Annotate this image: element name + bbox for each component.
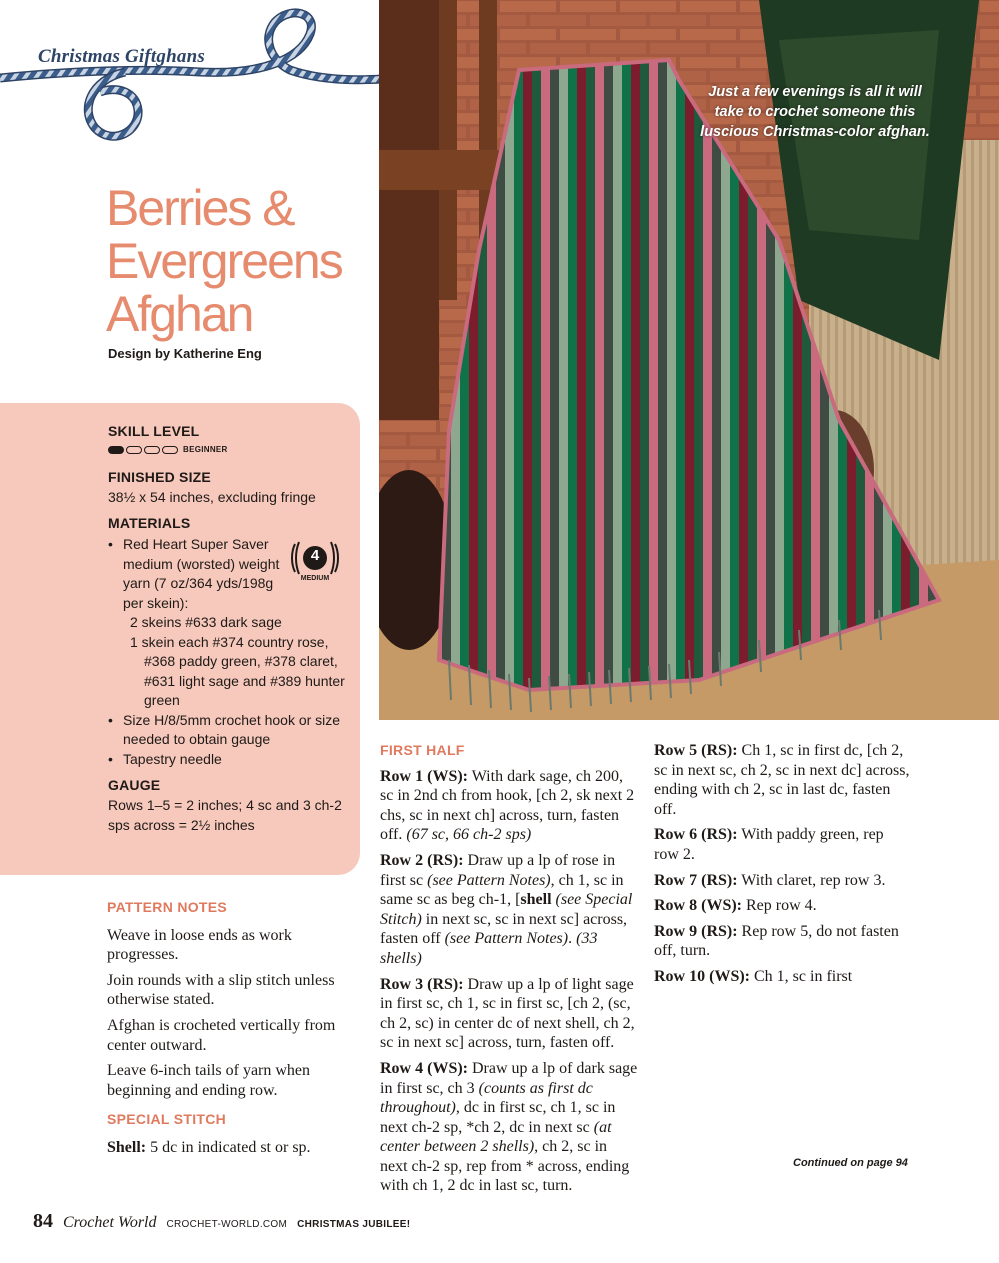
row-7-label: Row 7 (RS): [654,871,738,889]
row-10-label: Row 10 (WS): [654,967,750,985]
shell-term: Shell: [107,1138,147,1156]
finished-size-text: 38½ x 54 inches, excluding fringe [108,489,316,505]
row-4 [380,1059,638,1196]
pattern-note-4: Leave 6-inch tails of yarn when beginning and ending row. [107,1062,311,1099]
pattern-note-3: Afghan is crocheted vertically from center outward. [107,1016,336,1054]
materials-hook: • Size H/8/5mm crochet hook or size needed to obtain gauge [108,711,353,750]
yarn-weight-number: 4 [310,547,320,564]
row-9-label: Row 9 (RS): [654,922,738,940]
designer-credit: Design by Katherine Eng [108,346,262,361]
row-6-label: Row 6 (RS): [654,826,738,844]
row-9-text: Rep row 5, do not fasten off, turn. [654,922,899,960]
skill-level-label: BEGINNER [183,445,228,454]
skill-level-meter [108,445,228,454]
row-7 [654,871,910,891]
row-2 [380,851,638,969]
skill-level-heading: SKILL LEVEL [108,423,200,439]
title-line-1: Berries & [106,180,294,236]
row-2-text-f: (see Special Stitch) [380,891,633,928]
row-2-text-g: in next sc, sc in next sc] across, fasten off [380,910,628,948]
materials-heading: MATERIALS [108,515,191,531]
row-4-label: Row 4 (WS): [380,1059,468,1077]
yarn-weight-label: MEDIUM [300,575,330,582]
continued-link[interactable]: Continued on page 94 [793,1157,908,1169]
skill-box-3 [144,446,160,454]
row-8-label: Row 8 (WS): [654,897,742,915]
row-2-text-d: shell [520,891,552,909]
materials-yarn: • Red Heart Super Saver medium (worsted) weight yarn (7 oz/364 yds/198g per skein): [108,535,353,613]
row-2-text-h: (see Pattern Notes) [444,930,569,948]
row-1-label: Row 1 (WS): [380,767,468,785]
row-7-text: With claret, rep row 3. [737,871,886,889]
row-6 [654,825,910,864]
special-stitch-heading: SPECIAL STITCH [107,1111,227,1128]
skill-box-1 [108,446,124,454]
afghan-photo [379,0,999,720]
skill-box-4 [162,446,178,454]
gauge-heading: GAUGE [108,777,161,793]
skill-box-2 [126,446,142,454]
row-6-text: With paddy green, rep row 2. [654,826,884,863]
gauge-text: Rows 1–5 = 2 inches; 4 sc and 3 ch-2 sps across = 2½ inches [108,797,342,833]
row-2-text-c: , ch 1, sc in same sc as beg ch-1, [ [380,871,624,909]
shell-definition: 5 dc in indicated st or sp. [146,1138,311,1156]
row-5 [654,741,910,819]
materials-yarn-dark-sage: 2 skeins #633 dark sage [130,614,282,630]
row-5-label: Row 5 (RS): [654,742,738,759]
materials-yarn-others: 1 skein each #374 country rose, #368 paddy green, #378 claret, #631 light sage and #389 hunter green [130,633,345,708]
row-1-text: With dark sage, ch 200, sc in 2nd ch from hook, [ch 2, sk next 2 chs, sc in next ch] across, turn, fasten off. [380,767,635,844]
instructions-column-1 [380,741,638,1202]
materials-needle: • Tapestry needle [108,750,353,770]
row-3-label: Row 3 (RS): [380,975,464,993]
row-4-text-a: Draw up a lp of dark sage in first sc, ch 3 [380,1059,638,1097]
photo-caption: Just a few evenings is all it will take to crochet someone this luscious Christmas-color afghan. [700,84,930,140]
row-1-note: (67 sc, 66 ch-2 sps) [406,826,532,844]
pattern-note-2: Join rounds with a slip stitch unless otherwise stated. [107,971,335,1009]
row-2-text-i: . [568,930,577,948]
row-2-text-a: Draw up a lp of rose in first sc [380,851,616,889]
pattern-note-1: Weave in loose ends as work progresses. [107,926,292,964]
row-2-label: Row 2 (RS): [380,851,464,869]
row-4-text-b: (counts as first dc throughout) [380,1079,593,1117]
row-10-text: Ch 1, sc in first [750,967,853,985]
magazine-name: Crochet World [63,1214,157,1231]
row-9 [654,922,910,961]
finished-size-heading: FINISHED SIZE [108,469,211,485]
page-footer [33,1210,410,1233]
row-10 [654,967,910,987]
section-heading: Christmas Giftghans [38,46,205,67]
row-2-text-j: (33 shells) [380,930,598,967]
title-line-2: Evergreens [106,233,342,289]
first-half-heading: FIRST HALF [380,742,465,758]
instructions-column-2 [654,741,910,993]
row-8 [654,896,910,916]
row-4-text-c: , dc in first sc, ch 1, sc in next ch-2 sp, *ch 2, dc in next sc [380,1099,616,1136]
row-3-text: Draw up a lp of light sage in first sc, ch 1, sc in first sc, [ch 2, (sc, ch 2, sc) in center dc of next shell, ch 2, sc in next sc] across, turn, fasten off. [380,975,635,1052]
rope-decoration [0,0,420,150]
row-5-text: Ch 1, sc in first dc, [ch 2, sc in next sc, ch 2, sc in next dc] across, ending with ch 2, sc in last dc, fasten off. [654,742,910,818]
row-2-text-b: (see Pattern Notes) [427,871,551,889]
row-3 [380,975,638,1053]
yarn-weight-icon [289,538,341,586]
title-line-3: Afghan [106,286,253,342]
row-4-text-d: (at center between 2 shells) [380,1118,612,1156]
row-4-text-e: , ch 2, sc in next ch-2 sp, rep from * across, ending with ch 1, 2 dc in last sc, turn. [380,1138,630,1195]
special-stitch-shell [107,1138,357,1158]
pattern-title [106,182,376,341]
issue-name: CHRISTMAS JUBILEE! [297,1219,411,1230]
pattern-notes-heading: PATTERN NOTES [107,899,228,915]
magazine-website[interactable]: CROCHET-WORLD.COM [166,1219,288,1230]
pattern-notes-column [107,898,357,1164]
row-1 [380,767,638,845]
page-number: 84 [33,1210,53,1232]
row-8-text: Rep row 4. [742,897,817,915]
